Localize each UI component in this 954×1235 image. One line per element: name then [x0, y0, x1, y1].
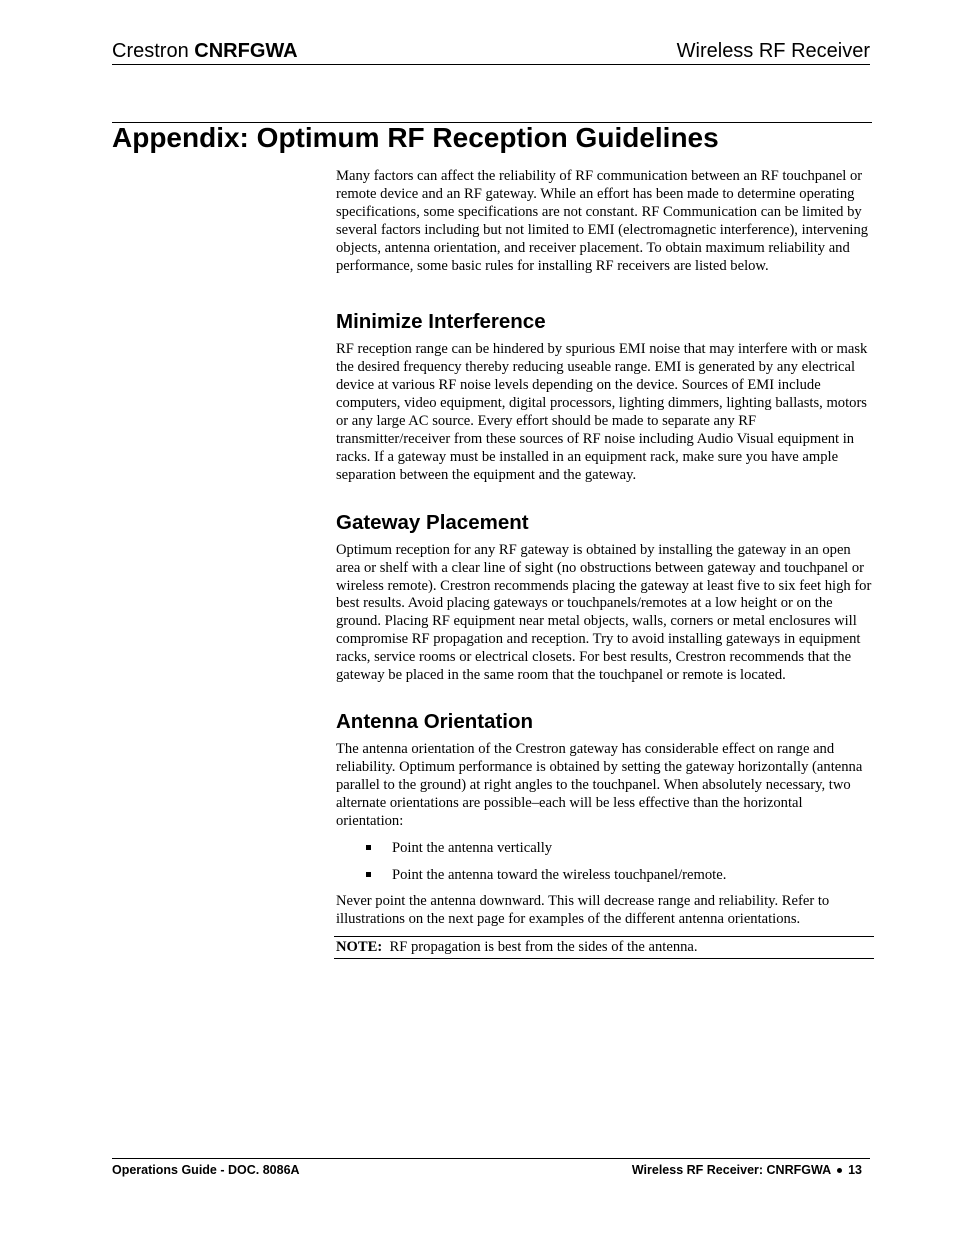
section-heading-antenna-orientation: Antenna Orientation — [336, 709, 534, 733]
section-text-gateway-placement: Optimum reception for any RF gateway is obtained by installing the gateway in an open area or shelf with a clear line of sight (no obstructions between gateway and touchpanel or wireless remote). Crestron recommends placing the gateway at least five to six feet high for best results. Avoid placing gateways or touchpanels/remotes at a low height or on the ground. Placing RF equipment near metal objects, walls, corners or metal enclosures will compromise RF propagation and reception. Try to avoid installing gateways in equipment racks, service rooms or electrical closets. For best results, Crestron recommends that the gateway be placed in the same room that the touchpanel or remote is located. — [336, 541, 872, 684]
note-box — [334, 936, 874, 959]
header-product-type: Wireless RF Receiver — [676, 40, 870, 62]
page-number: 13 — [848, 1163, 862, 1177]
footer-product: Wireless RF Receiver: CNRFGWA — [631, 1163, 832, 1177]
antenna-bullet-list — [336, 839, 872, 884]
header-product — [112, 40, 298, 63]
footer-bullet-icon — [837, 1168, 842, 1173]
page-footer — [112, 1158, 870, 1177]
page-title: Appendix: Optimum RF Reception Guidelines — [112, 122, 719, 153]
body-column — [336, 168, 872, 959]
section-heading-gateway-placement: Gateway Placement — [336, 510, 529, 534]
page-header — [112, 38, 870, 65]
section-text-minimize-interference: RF reception range can be hindered by spurious EMI noise that may interfere with or mask the desired frequency thereby reducing useable range. EMI is generated by any electrical device at various RF noise levels depending on the device. Sources of EMI include computers, video equipment, digital processors, lighting dimmers, lighting ballasts, motors or any large AC source. Every effort should be made to separate any RF transmitter/receiver from these sources of RF noise including Audio Visual equipment in racks. If a gateway must be installed in an equipment rack, make sure you have ample separation between the equipment and the gateway. — [336, 341, 868, 483]
note-label: NOTE: — [336, 939, 383, 956]
bullet-square-icon — [366, 872, 371, 877]
intro-paragraph: Many factors can affect the reliability of RF communication between an RF touchpanel or remote device and an RF gateway. While an effort has been made to determine operating specifications, some specifications are not constant. RF Communication can be limited by several factors including but not limited to EMI (electromagnetic interference), intervening objects, antenna orientation, and receiver placement. To obtain maximum reliability and performance, some basic rules for installing RF receivers are listed below. — [336, 168, 869, 274]
section-text-antenna-orientation: The antenna orientation of the Crestron gateway has considerable effect on range and reliability. Optimum performance is obtained by setting the gateway horizontally (antenna parallel to the ground) at right angles to the touchpanel. When absolutely necessary, two alternate orientations are possible–each will be less effective than the horizontal orientation: — [336, 740, 863, 829]
header-brand: Crestron — [112, 40, 189, 62]
list-item: Point the antenna vertically — [336, 839, 872, 857]
bullet-square-icon — [366, 845, 371, 850]
section-heading-minimize-interference: Minimize Interference — [336, 310, 546, 334]
list-item: Point the antenna toward the wireless touchpanel/remote. — [336, 866, 872, 884]
antenna-closing-paragraph: Never point the antenna downward. This will decrease range and reliability. Refer to illustrations on the next page for examples of the different antenna orientations. — [336, 893, 830, 928]
note-text: RF propagation is best from the sides of the antenna. — [389, 939, 698, 956]
footer-page-info — [632, 1163, 862, 1177]
footer-doc-id: Operations Guide - DOC. 8086A — [112, 1163, 300, 1177]
header-model: CNRFGWA — [194, 40, 298, 62]
